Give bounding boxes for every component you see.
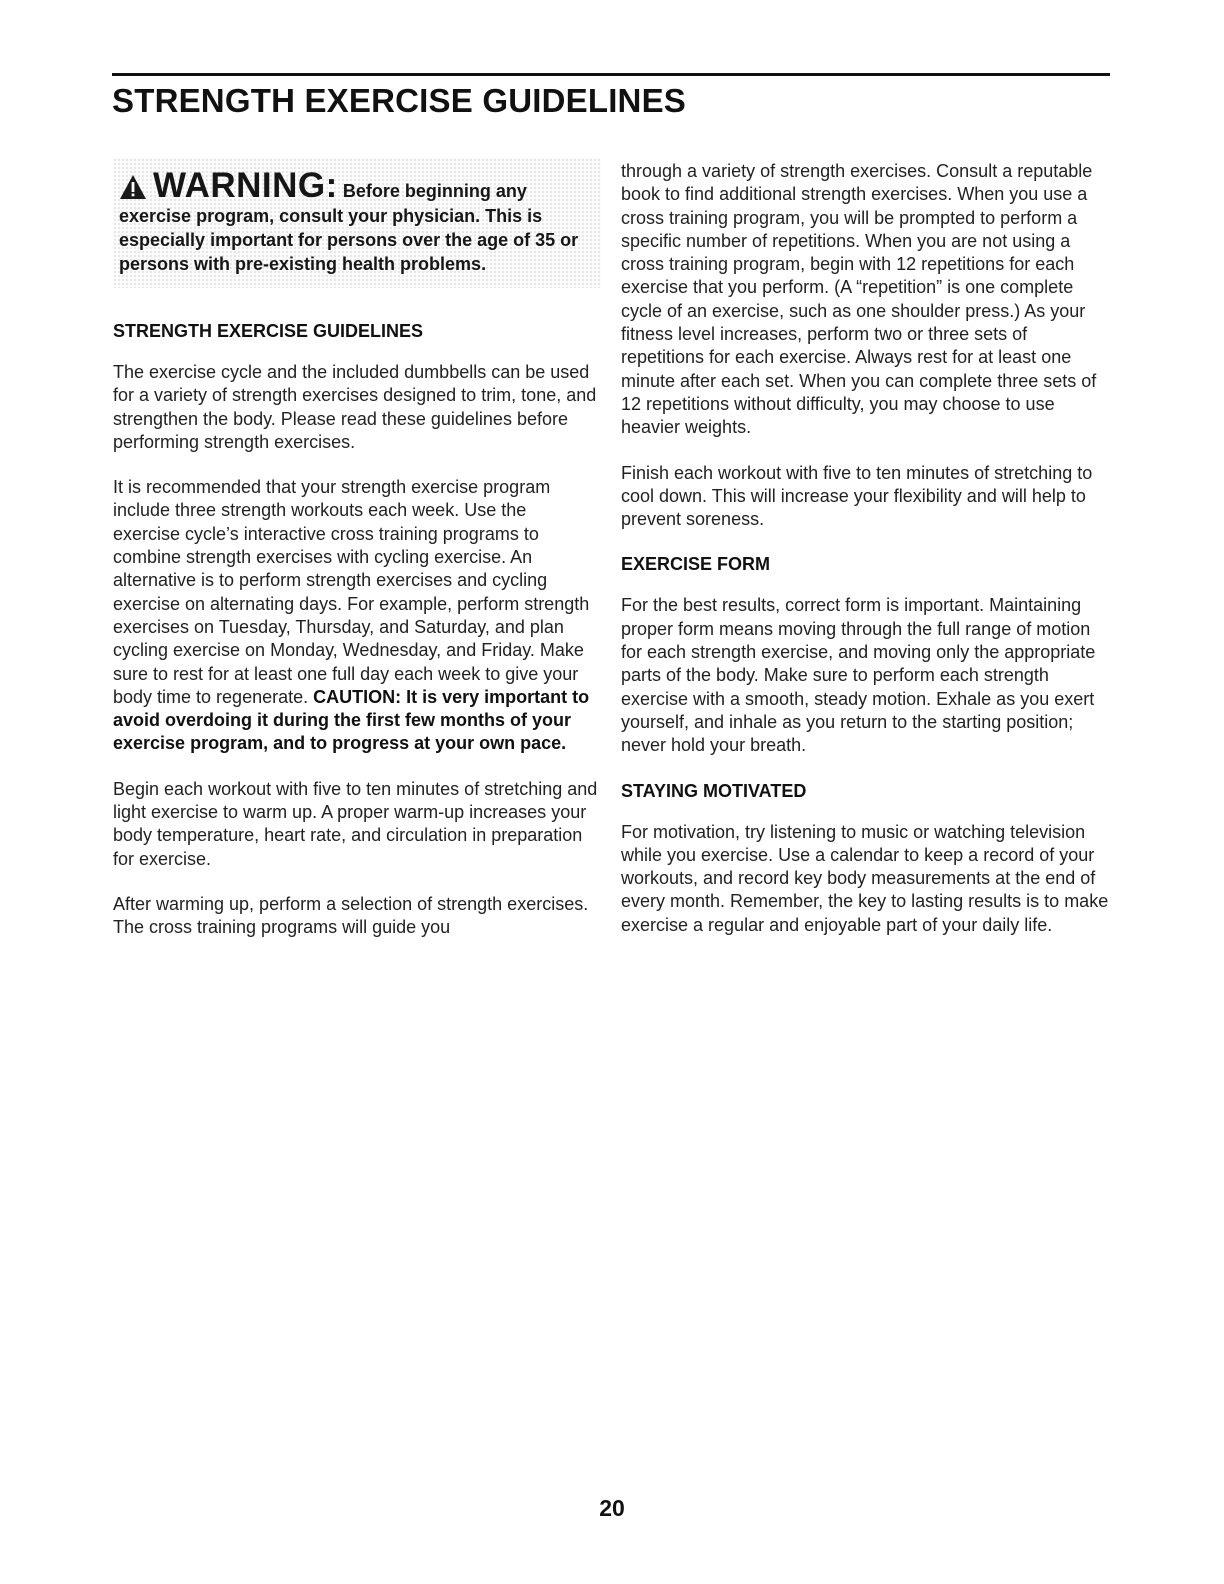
warning-text: exercise program, consult your physician. This is especially important for persons over the age of 35 or persons with pre-existing health problems. [119,206,579,274]
staying-motivated-paragraph: For motivation, try listening to music or watching television while you exercise. Use a calendar to keep a record of your workouts, and record key body measurements at the end of every month. Remember, the key to lasting results is to make exercise a regular and enjoyable part of your daily life. [621,821,1109,935]
top-rule [112,73,1110,76]
warning-label: WARNING: [153,166,338,205]
intro-paragraph: The exercise cycle and the included dumbbells can be used for a variety of strength exercises designed to trim, tone, and strengthen the body. Please read these guidelines before performing strength exercises. [113,362,597,452]
staying-motivated-heading: STAYING MOTIVATED [621,780,807,801]
warm-up-paragraph: Begin each workout with five to ten minutes of stretching and light exercise to warm up. A proper warm-up increases your body temperature, heart rate, and circulation in preparation for exercise. [113,778,598,869]
warning-box [113,158,601,288]
schedule-paragraph [113,476,598,756]
exercise-form-paragraph: For the best results, correct form is important. Maintaining proper form means moving through the full range of motion for each strength exercise, and moving only the appropriate parts of the body. Make sure to perform each strength exercise with a smooth, steady motion. Exhale as you exert yourself, and inhale as you return to the starting position; never hold your breath. [621,595,1096,756]
caution-text: CAUTION: It is very important to avoid overdoing it during the first few months of your exercise program, and to progress at your own pace. [113,686,590,754]
warning-lead: Before beginning any [342,181,527,201]
schedule-text: It is recommended that your strength exercise program include three strength workouts each week. Use the exercise cycle’s interactive cross training programs to combine strength exercises with cycling exercise. An alternative is to perform strength exercises and cycling exercise on alternating days. For example, perform strength exercises on Tuesday, Thursday, and Saturday, and plan cycling exercise on Monday, Wednesday, and Friday. Make sure to rest for at least one full day each week to give your body time to regenerate. [113,477,590,707]
exercise-form-heading: EXERCISE FORM [621,554,771,575]
cool-down-paragraph: Finish each workout with five to ten minutes of stretching to cool down. This will increase your flexibility and will help to prevent soreness. [621,462,1093,530]
repetitions-paragraph: through a variety of strength exercises. Consult a reputable book to find additional strength exercises. When you use a cross training program, you will be prompted to perform a specific number of repetitions. When you are not using a cross training program, begin with 12 repetitions for each exercise that you perform. (A “repetition” is one complete cycle of an exercise, such as one shoulder press.) As your fitness level increases, perform two or three sets of repetitions for each exercise. Always rest for at least one minute after each set. When you can complete three sets of 12 repetitions without difficulty, you may choose to use heavier weights. [621,161,1097,438]
warning-first-line [119,168,591,204]
warning-triangle-icon [119,174,147,200]
page-title: STRENGTH EXERCISE GUIDELINES [112,82,687,119]
strength-guidelines-heading: STRENGTH EXERCISE GUIDELINES [113,321,424,341]
right-column [621,160,1109,959]
left-column [113,158,598,962]
selection-paragraph: After warming up, perform a selection of strength exercises. The cross training programs will guide you [113,893,589,938]
page-number: 20 [599,1495,625,1521]
